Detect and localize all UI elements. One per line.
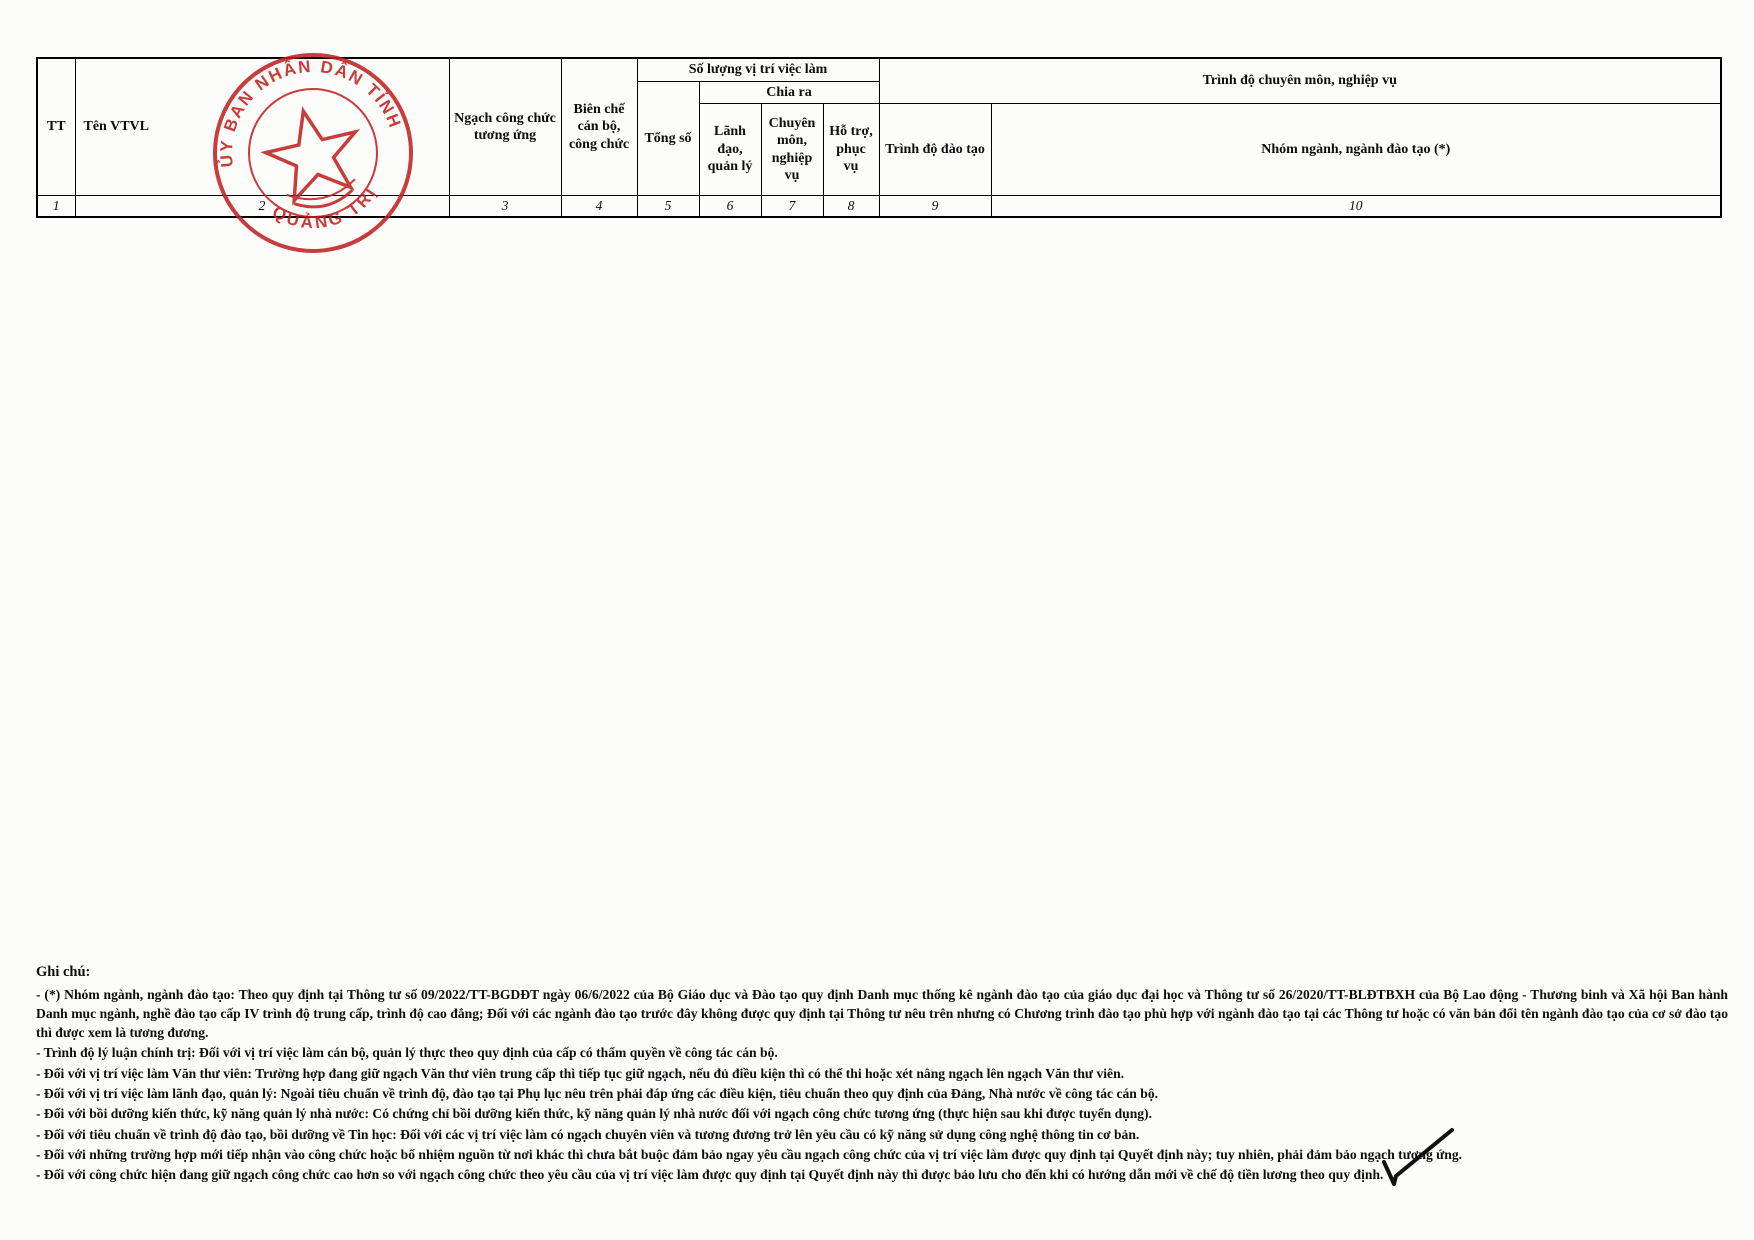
svg-text:ỦY BAN NHÂN DÂN TỈNH: ỦY BAN NHÂN DÂN TỈNH [216,56,406,168]
column-number-row [37,196,1721,218]
header-nhom-nganh: Nhóm ngành, ngành đào tạo (*) [991,104,1721,196]
column-number: 1 [37,196,75,218]
column-number: 6 [699,196,761,218]
header-ho-tro: Hỗ trợ, phục vụ [823,104,879,196]
column-number: 9 [879,196,991,218]
header-ten-vtvl: Tên VTVL [75,58,449,196]
notes-title: Ghi chú: [36,964,91,980]
job-positions-table [36,57,1722,218]
svg-text:QUẢNG TRỊ: QUẢNG TRỊ [269,182,382,233]
note-item: - Đối với vị trí việc làm lãnh đạo, quản lý: Ngoài tiêu chuẩn về trình độ, đào tạo tại Phụ lục nêu trên phải đáp ứng các điều kiện, tiêu chuẩn theo quy định của Đảng, Nhà nước về công tác cán bộ. [36,1086,1159,1102]
column-number: 4 [561,196,637,218]
column-number: 7 [761,196,823,218]
column-number: 8 [823,196,879,218]
column-number: 2 [75,196,449,218]
note-item: - Trình độ lý luận chính trị: Đối với vị trí việc làm cán bộ, quản lý thực theo quy định của cấp có thẩm quyền về công tác cán bộ. [36,1045,778,1061]
notes-section [36,962,1728,1186]
header-bien-che: Biên chế cán bộ, công chức [561,58,637,196]
header-so-luong: Số lượng vị trí việc làm [637,58,879,81]
column-number: 10 [991,196,1721,218]
header-ngach: Ngạch công chức tương ứng [449,58,561,196]
header-chuyen-mon: Chuyên môn, nghiệp vụ [761,104,823,196]
column-number: 5 [637,196,699,218]
note-item: - Đối với công chức hiện đang giữ ngạch công chức cao hơn so với ngạch công chức theo yêu cầu của vị trí việc làm được quy định tại Quyết định này thì được bảo lưu cho đến khi có hướng dẫn mới về chế độ tiền lương theo quy định. [36,1167,1384,1183]
header-tt: TT [37,58,75,196]
header-tong-so: Tổng số [637,81,699,196]
note-item: - Đối với bồi dưỡng kiến thức, kỹ năng quản lý nhà nước: Có chứng chỉ bồi dưỡng kiến thức, kỹ năng quản lý nhà nước đối với ngạch công chức tương ứng (thực hiện sau khi được tuyển dụng). [36,1106,1152,1122]
note-item: - Đối với vị trí việc làm Văn thư viên: Trường hợp đang giữ ngạch Văn thư viên trung cấp thì tiếp tục giữ ngạch, nếu đủ điều kiện thì có thể thi hoặc xét nâng ngạch lên ngạch Văn thư viên. [36,1065,1125,1081]
header-lanh-dao: Lãnh đạo, quản lý [699,104,761,196]
header-trinh-do-cmnv: Trình độ chuyên môn, nghiệp vụ [879,58,1721,104]
note-item: - (*) Nhóm ngành, ngành đào tạo: Theo quy định tại Thông tư số 09/2022/TT-BGDĐT ngày 06/6/2022 của Bộ Giáo dục và Đào tạo quy định Danh mục thống kê ngành đào tạo của giáo dục đại học và Thông tư số 26/2020/TT-BLĐTBXH của Bộ Lao động - Thương binh và Xã hội Ban hành Danh mục ngành, nghề đào tạo cấp IV trình độ trung cấp, trình độ cao đẳng; Đối với các ngành đào tạo trước đây không được quy định tại Thông tư nêu trên nhưng có Chương trình đào tạo phù hợp với ngành đào tạo tại các Thông tư hoặc có văn bản đổi tên ngành đào tạo của cơ sở đào tạo thì được xem là tương đương. [36,986,1728,1041]
column-number: 3 [449,196,561,218]
note-item: - Đối với tiêu chuẩn về trình độ đào tạo, bồi dưỡng về Tin học: Đối với các vị trí việc làm có ngạch chuyên viên và tương đương trở lên yêu cầu có kỹ năng sử dụng công nghệ thông tin cơ bản. [36,1126,1140,1142]
note-item: - Đối với những trường hợp mới tiếp nhận vào công chức hoặc bổ nhiệm nguồn từ nơi khác thì chưa bắt buộc đảm bảo ngay yêu cầu ngạch công chức của vị trí việc làm được quy định tại Quyết định này; tuy nhiên, phải đảm bảo ngạch tương ứng. [36,1146,1463,1162]
header-chia-ra: Chia ra [699,81,879,104]
header-trinh-do-dao-tao: Trình độ đào tạo [879,104,991,196]
